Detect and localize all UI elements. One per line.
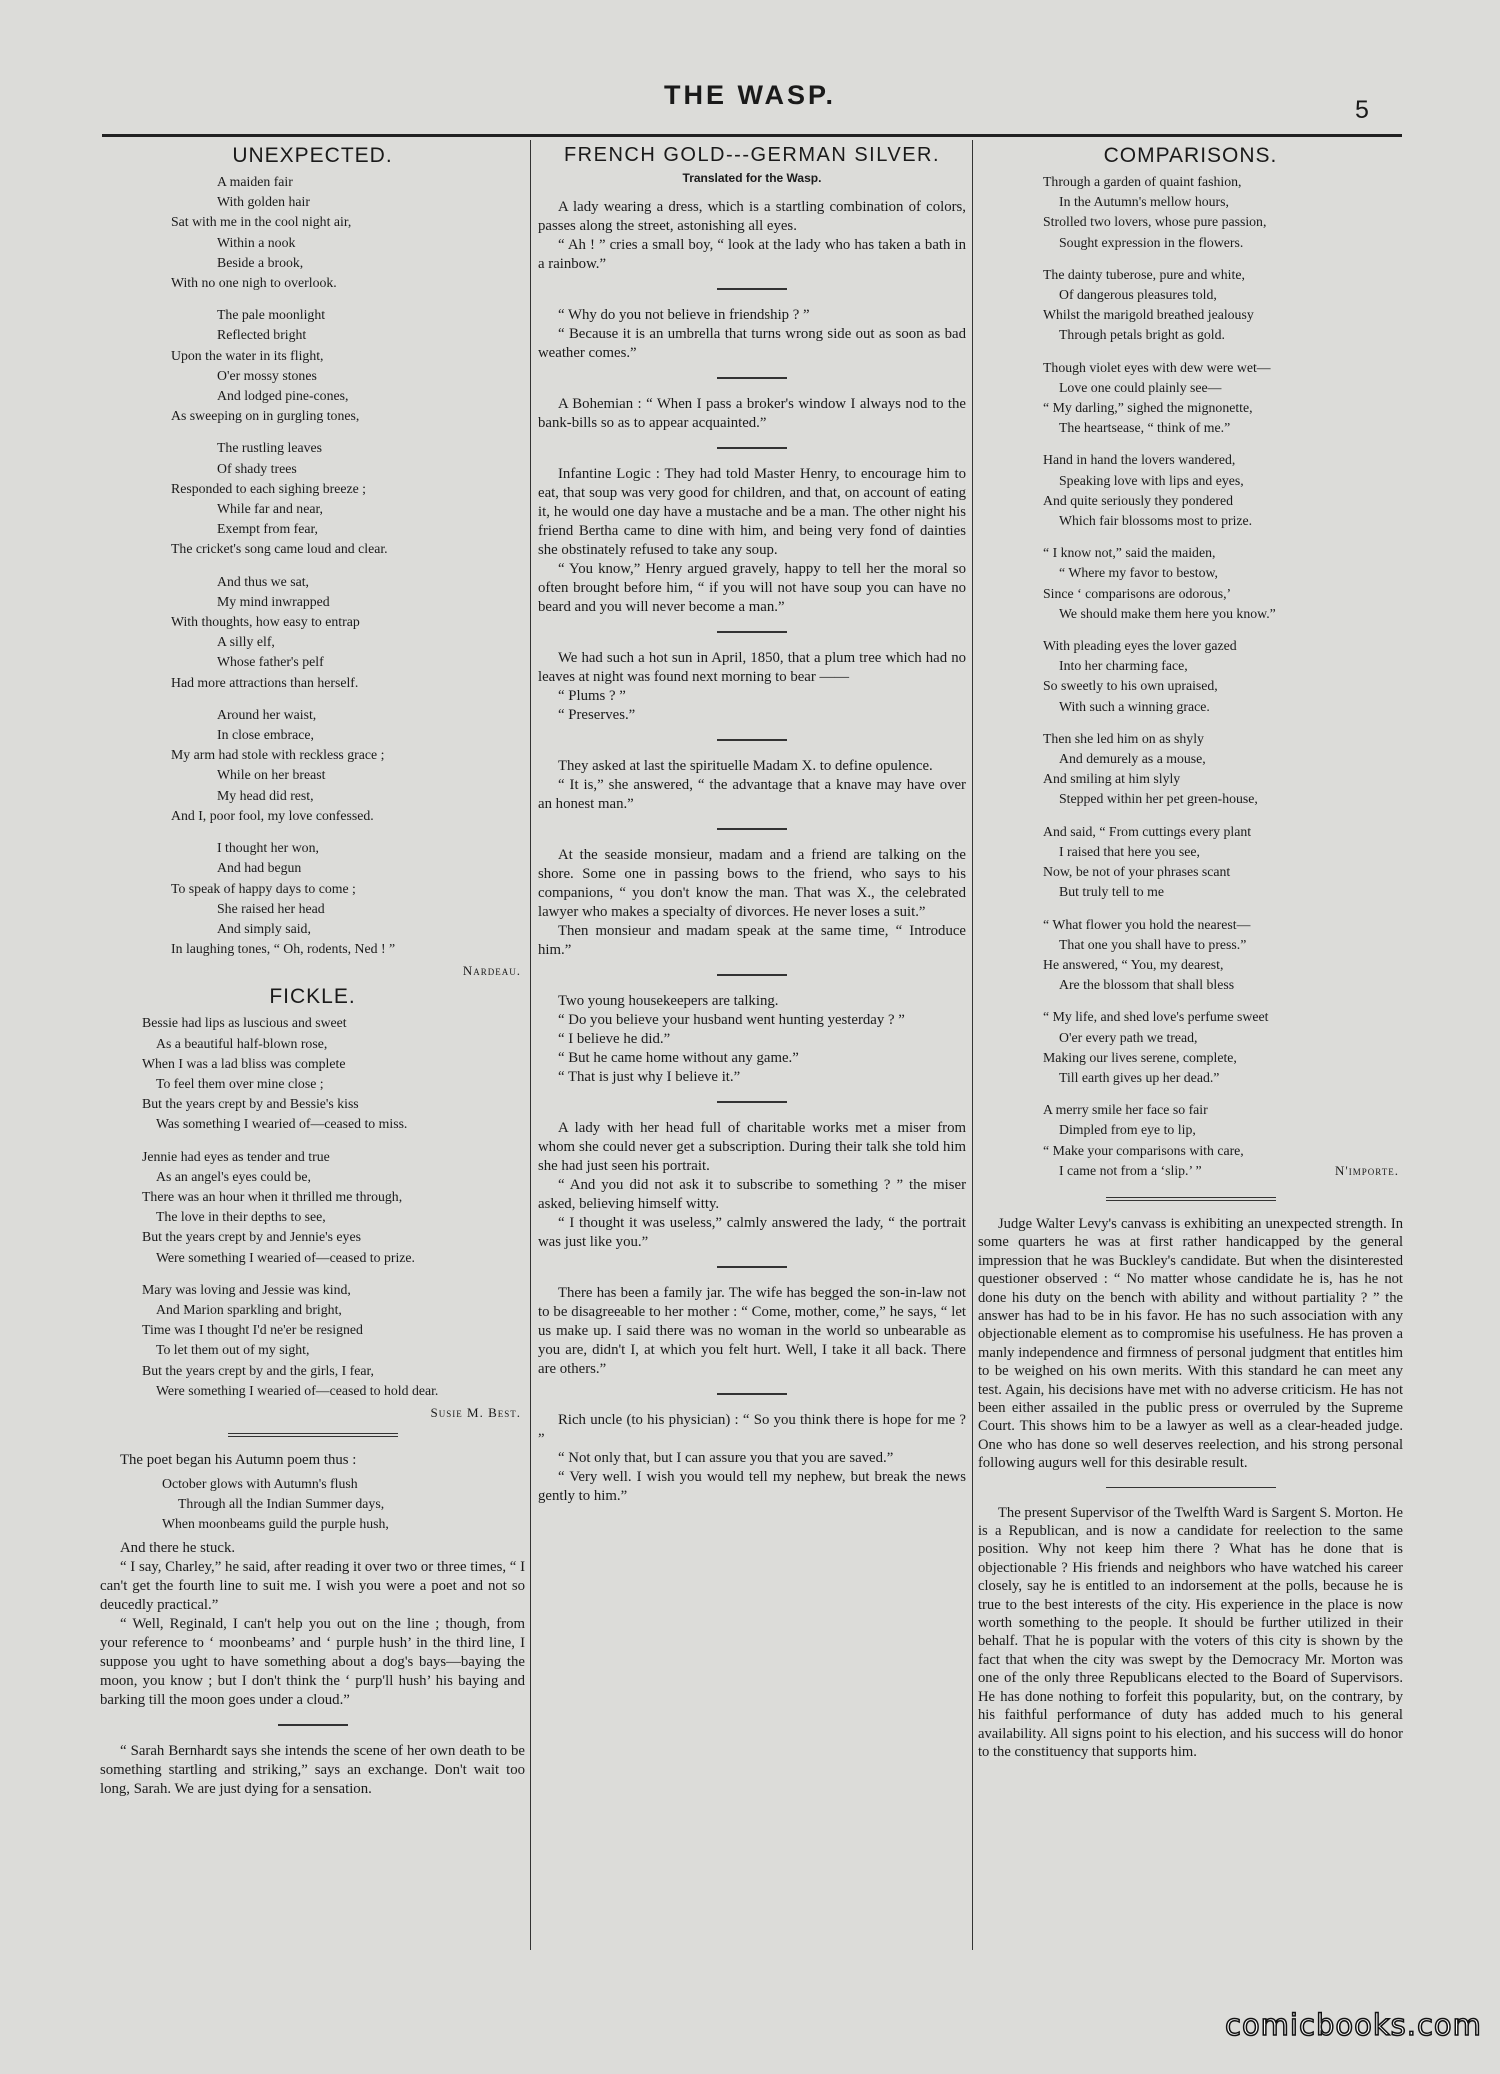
verse-line: But the years crept by and Jennie's eyes (142, 1229, 361, 1245)
verse-line: Since ‘ comparisons are odorous,’ (1043, 585, 1232, 601)
item-separator (717, 377, 787, 379)
anecdote-paragraph: A lady wearing a dress, which is a startling combination of colors, passes along the street, astonishing all eyes. (538, 199, 966, 234)
anecdote-paragraph: “ It is,” she answered, “ the advantage that a knave may have over an honest man.” (538, 777, 966, 812)
poem-signature: N'importe. (1335, 1162, 1399, 1178)
verse-line: We should make them here you know.” (1059, 605, 1276, 621)
column-3 (978, 144, 1403, 1761)
poem-signature: Susie M. Best. (430, 1404, 521, 1420)
verse-line: October glows with Autumn's flush (162, 1475, 358, 1491)
verse-line: Were something I wearied of—ceased to hold dear. (156, 1382, 439, 1398)
anecdote-item (538, 757, 966, 814)
verse-line: He answered, “ You, my dearest, (1043, 956, 1224, 972)
anecdote-item (538, 395, 966, 433)
item-separator (717, 447, 787, 449)
verse-line: When moonbeams guild the purple hush, (162, 1516, 389, 1532)
poem-stanza (1043, 915, 1403, 996)
verse-line: The love in their depths to see, (156, 1209, 326, 1225)
verse-line: I raised that here you see, (1059, 843, 1200, 859)
anecdote-item (538, 649, 966, 725)
verse-line: But the years crept by and Bessie's kiss (142, 1096, 359, 1112)
verse-line: That one you shall have to press.” (1059, 936, 1247, 952)
verse-line: Beside a brook, (217, 254, 304, 270)
verse-line: When I was a lad bliss was complete (142, 1055, 346, 1071)
anecdote-item (538, 1284, 966, 1379)
verse-line: Sat with me in the cool night air, (171, 214, 352, 230)
item-separator (717, 739, 787, 741)
anecdote-paragraph: “ And you did not ask it to subscribe to something ? ” the miser asked, believing himself witty. (538, 1177, 966, 1212)
verse-line: And smiling at him slyly (1043, 771, 1181, 787)
verse-line: Reflected bright (217, 327, 307, 343)
masthead: THE WASP. (663, 80, 837, 110)
anecdote-list (538, 198, 966, 1506)
item-separator (717, 288, 787, 290)
verse-line: Strolled two lovers, whose pure passion, (1043, 214, 1267, 230)
anecdote-paragraph: “ Very well. I wish you would tell my nephew, but break the news gently to him.” (538, 1469, 966, 1504)
verse-line: But the years crept by and the girls, I fear, (142, 1362, 374, 1378)
verse-line: Stepped within her pet green-house, (1059, 791, 1258, 807)
poem-stanza (1043, 636, 1403, 717)
anecdote-paragraph: “ I believe he did.” (558, 1031, 671, 1047)
verse-line: While on her breast (217, 767, 326, 783)
anecdote-paragraph: “ Preserves.” (558, 707, 636, 723)
poem-comparisons (978, 172, 1403, 1181)
anecdote-item (538, 846, 966, 960)
verse-line: Upon the water in its flight, (171, 347, 324, 363)
item-separator (278, 1724, 348, 1726)
verse-line: And said, “ From cuttings every plant (1043, 823, 1252, 839)
anecdote-paragraph: They asked at last the spirituelle Madam X. to define opulence. (558, 758, 933, 774)
verse-line: I came not from a ‘slip.’ ” (1059, 1162, 1202, 1178)
verse-line: Within a nook (217, 234, 296, 250)
verse-line: My head did rest, (217, 787, 314, 803)
verse-line: Of dangerous pleasures told, (1059, 287, 1217, 303)
poem-title-comparisons: COMPARISONS. (1103, 144, 1278, 167)
quoted-verse (100, 1470, 525, 1539)
poem-stanza (1043, 358, 1403, 439)
anecdote-paragraph: Infantine Logic : They had told Master Henry, to encourage him to eat, that soup was very good for children, and that, on account of eating it, he would one day have a mustache and be a man. The other night his friend Bertha came to dine with him, and being very fond of dainties she obstinately refused to take any soup. (538, 466, 966, 558)
article-paragraph: And there he stuck. (120, 1539, 236, 1556)
poem-stanza (1043, 543, 1403, 624)
verse-line: O'er mossy stones (217, 367, 317, 383)
verse-line: As a beautiful half-blown rose, (156, 1035, 328, 1051)
verse-line: The cricket's song came loud and clear. (171, 541, 388, 557)
verse-line: Exempt from fear, (217, 521, 318, 537)
verse-line: As sweeping on in gurgling tones, (171, 408, 360, 424)
verse-line: And lodged pine-cones, (217, 388, 349, 404)
verse-line: Were something I wearied of—ceased to prize. (156, 1249, 416, 1265)
anecdote-item (538, 992, 966, 1087)
verse-line: There was an hour when it thrilled me through, (142, 1188, 403, 1204)
poem-stanza (1043, 1007, 1403, 1088)
poem-stanza (100, 305, 525, 426)
article-paragraph: “ Well, Reginald, I can't help you out on the line ; though, from your reference to ‘ moonbeams’ and ‘ purple hush’ in the third line, I suppose you ught to have something about a dog's bays—baying the moon, you know ; but I don't think the ‘ purp'll hush’ his baying and barking till the moon goes under a cloud.” (100, 1615, 525, 1708)
poem-stanza (100, 438, 525, 559)
verse-line: I thought her won, (217, 840, 319, 856)
verse-line: But truly tell to me (1059, 884, 1164, 900)
verse-line: Making our lives serene, complete, (1043, 1049, 1237, 1065)
verse-line: Sought expression in the flowers. (1059, 234, 1244, 250)
verse-line: Now, be not of your phrases scant (1043, 864, 1231, 880)
poem-unexpected (100, 172, 525, 959)
verse-line: “ My life, and shed love's perfume sweet (1043, 1009, 1269, 1025)
verse-line: Then she led him on as shyly (1043, 730, 1204, 746)
verse-line: Jennie had eyes as tender and true (142, 1148, 330, 1164)
verse-line: Around her waist, (217, 706, 317, 722)
verse-line: Though violet eyes with dew were wet— (1043, 359, 1271, 375)
header-rule (102, 134, 1402, 137)
anecdote-paragraph: At the seaside monsieur, madam and a friend are talking on the shore. Some one in passing bows to the friend, who says to his companions, “ you don't know the man. That was X., the celebrated lawyer who makes a specialty of divorces. He never loses a suit.” (538, 847, 966, 920)
poem-title-unexpected: UNEXPECTED. (232, 144, 393, 167)
verse-line: Through a garden of quaint fashion, (1043, 174, 1242, 189)
item-separator (717, 1393, 787, 1395)
column-2 (538, 144, 966, 1506)
section-subtitle: Translated for the Wasp. (682, 171, 822, 185)
poem-signature: Nardeau. (462, 963, 521, 979)
verse-line: In the Autumn's mellow hours, (1059, 194, 1229, 210)
verse-line: Through petals bright as gold. (1059, 327, 1225, 343)
poem-stanza (100, 838, 525, 959)
anecdote-paragraph: “ Not only that, but I can assure you that you are saved.” (558, 1450, 894, 1466)
verse-line: Time was I thought I'd ne'er be resigned (142, 1322, 363, 1338)
poem-stanza (100, 705, 525, 826)
poem-stanza (100, 1280, 525, 1401)
verse-line: While far and near, (217, 501, 323, 517)
anecdote-paragraph: Then monsieur and madam speak at the same time, “ Introduce him.” (538, 923, 966, 958)
column-1 (100, 144, 525, 1799)
anecdote-paragraph: “ You know,” Henry argued gravely, happy to tell her the moral so often brought before him, “ if you will not have soup you can have no beard and you will never become a man.” (538, 561, 966, 615)
poem-title-fickle: FICKLE. (269, 985, 356, 1009)
verse-line: The pale moonlight (217, 307, 326, 323)
verse-line: And thus we sat, (217, 573, 309, 589)
verse-line: Which fair blossoms most to prize. (1059, 513, 1253, 529)
verse-line: “ I know not,” said the maiden, (1043, 545, 1216, 561)
column-rule (972, 140, 973, 1950)
poem-stanza (100, 172, 525, 293)
anecdote-paragraph: Two young housekeepers are talking. (558, 993, 779, 1009)
article-paragraph: “ I say, Charley,” he said, after reading it over two or three times, “ I can't get the fourth line to suit me. I wish you were a poet and not so deucedly practical.” (100, 1558, 525, 1613)
verse-line: And Marion sparkling and bright, (156, 1301, 342, 1317)
article-paragraph: “ Sarah Bernhardt says she intends the scene of her own death to be something startling and striking,” says an exchange. Don't wait too long, Sarah. We are just dying for a sensation. (100, 1742, 525, 1797)
verse-line: To let them out of my sight, (156, 1342, 310, 1358)
anecdote-paragraph: A Bohemian : “ When I pass a broker's window I always nod to the bank-bills so as to appear acquainted.” (538, 396, 966, 431)
verse-line: Of shady trees (217, 460, 297, 476)
verse-line: Whose father's pelf (217, 654, 324, 670)
anecdote-paragraph: We had such a hot sun in April, 1850, that a plum tree which had no leaves at night was found next morning to bear —— (538, 650, 966, 685)
anecdote-paragraph: There has been a family jar. The wife has begged the son-in-law not to be disagreeable to her mother : “ Come, mother, come,” he says, “ let us make up. I said there was no woman in the world so unbearable as you are, didn't I, at which you felt hurt. Well, I take it all back. There are others.” (538, 1285, 966, 1377)
verse-line: As an angel's eyes could be, (156, 1168, 311, 1184)
verse-line: Bessie had lips as luscious and sweet (142, 1015, 347, 1031)
poem-stanza (1043, 729, 1403, 810)
verse-line: Hand in hand the lovers wandered, (1043, 452, 1236, 468)
verse-line: The dainty tuberose, pure and white, (1043, 266, 1245, 282)
verse-line: To feel them over mine close ; (156, 1075, 324, 1091)
anecdote-paragraph: “ Ah ! ” cries a small boy, “ look at the lady who has taken a bath in a rainbow.” (538, 237, 966, 272)
anecdote-item (538, 198, 966, 274)
verse-line: My arm had stole with reckless grace ; (171, 747, 385, 763)
verse-line: She raised her head (217, 900, 325, 916)
verse-line: “ Make your comparisons with care, (1043, 1142, 1244, 1158)
watermark: comicbooks.com (1225, 2008, 1482, 2042)
anecdote-paragraph: “ Why do you not believe in friendship ? ” (558, 307, 810, 323)
verse-line: And I, poor fool, my love confessed. (171, 807, 374, 823)
item-separator (1106, 1487, 1276, 1488)
verse-line: “ My darling,” sighed the mignonette, (1043, 400, 1253, 416)
verse-line: O'er every path we tread, (1059, 1029, 1198, 1045)
section-divider (228, 1433, 398, 1437)
poem-stanza (100, 572, 525, 693)
item-separator (717, 828, 787, 830)
column-rule (530, 140, 531, 1950)
verse-line: Whilst the marigold breathed jealousy (1043, 307, 1254, 323)
anecdote-paragraph: “ I thought it was useless,” calmly answered the lady, “ the portrait was just like you.” (538, 1215, 966, 1250)
verse-line: The rustling leaves (217, 440, 322, 456)
item-separator (717, 974, 787, 976)
poem-stanza (100, 1147, 525, 1268)
poem-stanza (1043, 822, 1403, 903)
poem-fickle (100, 1013, 525, 1401)
anecdote-paragraph: “ Because it is an umbrella that turns wrong side out as soon as bad weather comes.” (538, 326, 966, 361)
verse-line: “ Where my favor to bestow, (1059, 565, 1218, 581)
verse-line: Mary was loving and Jessie was kind, (142, 1281, 351, 1297)
verse-line: With golden hair (217, 194, 310, 210)
verse-line: Responded to each sighing breeze ; (171, 480, 367, 496)
item-separator (717, 1101, 787, 1103)
article-paragraph: The poet began his Autumn poem thus : (120, 1451, 357, 1468)
poem-stanza (1043, 265, 1403, 346)
verse-line: With such a winning grace. (1059, 698, 1210, 714)
verse-line: With thoughts, how easy to entrap (171, 614, 360, 630)
article-levy: Judge Walter Levy's canvass is exhibiting an unexpected strength. In some quarters he was at first rather handicapped by the general impression that he was Buckley's candidate. But when the disinterested questioner observed : “ No matter whose candidate he is, has he not done his duty on the bench with ability and without partiality ? ” the answer has had to be in his favor. He has no such association with any objectionable element as to compromise his usefulness. He has proven a manly independence and firmness of personal judgment that entitles him to be weighed on his own merits. With this standard he can meet any test. Again, his decisions have met with no adverse criticism. He has not been either assailed in the public press or overruled by the Supreme Court. This shows him to be a lawyer as well as a clear-headed judge. One who has done so well deserves reelection, and his strong personal following augurs well for this desirable result. (978, 1215, 1403, 1472)
verse-line: “ What flower you hold the nearest— (1043, 916, 1251, 932)
article-morton: The present Supervisor of the Twelfth Ward is Sargent S. Morton. He is a Republican, and is now a candidate for reelection to the same position. Why not keep him there ? What has he done that is objectionable ? His friends and neighbors who have watched his career closely, say he is entitled to an indorsement at the polls, because he is true to the best interests of the city. His experience in the place is now worth something to the people. It should be further utilized in their behalf. That he is popular with the voters of this city is shown by the fact that when the city was swept by the Democracy Mr. Morton was one of the only three Republicans elected to the Board of Supervisors. He has done nothing to forfeit this popularity, but, on the contrary, by his faithful performance of duty has added much to his general availability. All signs point to his election, and his success will do honor to the constituency that supports him. (978, 1504, 1403, 1760)
verse-line: Till earth gives up her dead.” (1059, 1069, 1220, 1085)
item-separator (717, 631, 787, 633)
anecdote-paragraph: “ That is just why I believe it.” (558, 1069, 741, 1085)
anecdote-paragraph: A lady with her head full of charitable works met a miser from whom she could never get a subscription. During their talk she told him she had just seen his portrait. (538, 1120, 966, 1174)
poem-stanza (1043, 172, 1403, 253)
verse-line: Had more attractions than herself. (171, 674, 359, 690)
verse-line: The heartsease, “ think of me.” (1059, 420, 1231, 436)
verse-line: With pleading eyes the lover gazed (1043, 638, 1237, 654)
anecdote-item (538, 465, 966, 617)
verse-line: And had begun (217, 860, 302, 876)
anecdote-item (538, 1411, 966, 1506)
anecdote-paragraph: “ Do you believe your husband went hunting yesterday ? ” (558, 1012, 905, 1028)
section-title: FRENCH GOLD---GERMAN SILVER. (563, 144, 941, 166)
page-number: 5 (1355, 96, 1369, 124)
verse-line: My mind inwrapped (217, 593, 330, 609)
anecdote-paragraph: “ But he came home without any game.” (558, 1050, 799, 1066)
verse-line: Dimpled from eye to lip, (1059, 1122, 1196, 1138)
verse-line: Love one could plainly see— (1059, 379, 1222, 395)
verse-line: In laughing tones, “ Oh, rodents, Ned ! ” (171, 941, 396, 957)
verse-line: A maiden fair (217, 174, 293, 189)
verse-line: And demurely as a mouse, (1059, 751, 1206, 767)
verse-line: A silly elf, (217, 634, 275, 650)
section-divider (1106, 1197, 1276, 1201)
verse-line: And quite seriously they pondered (1043, 492, 1234, 508)
verse-line: With no one nigh to overlook. (171, 275, 337, 291)
verse-line: A merry smile her face so fair (1043, 1102, 1208, 1118)
verse-line: Was something I wearied of—ceased to miss. (156, 1116, 408, 1132)
anecdote-paragraph: “ Plums ? ” (558, 688, 626, 704)
verse-line: To speak of happy days to come ; (171, 880, 356, 896)
verse-line: Through all the Indian Summer days, (178, 1496, 385, 1512)
verse-line: And simply said, (217, 920, 311, 936)
poem-stanza (1043, 450, 1403, 531)
verse-line: In close embrace, (217, 727, 314, 743)
verse-line: Speaking love with lips and eyes, (1059, 472, 1244, 488)
poem-stanza (100, 1013, 525, 1134)
item-separator (717, 1266, 787, 1268)
anecdote-item (538, 1119, 966, 1252)
verse-line: So sweetly to his own upraised, (1043, 678, 1218, 694)
anecdote-paragraph: Rich uncle (to his physician) : “ So you think there is hope for me ? ” (538, 1412, 966, 1447)
anecdote-item (538, 306, 966, 363)
verse-line: Into her charming face, (1059, 658, 1188, 674)
verse-line: Are the blossom that shall bless (1059, 977, 1235, 993)
